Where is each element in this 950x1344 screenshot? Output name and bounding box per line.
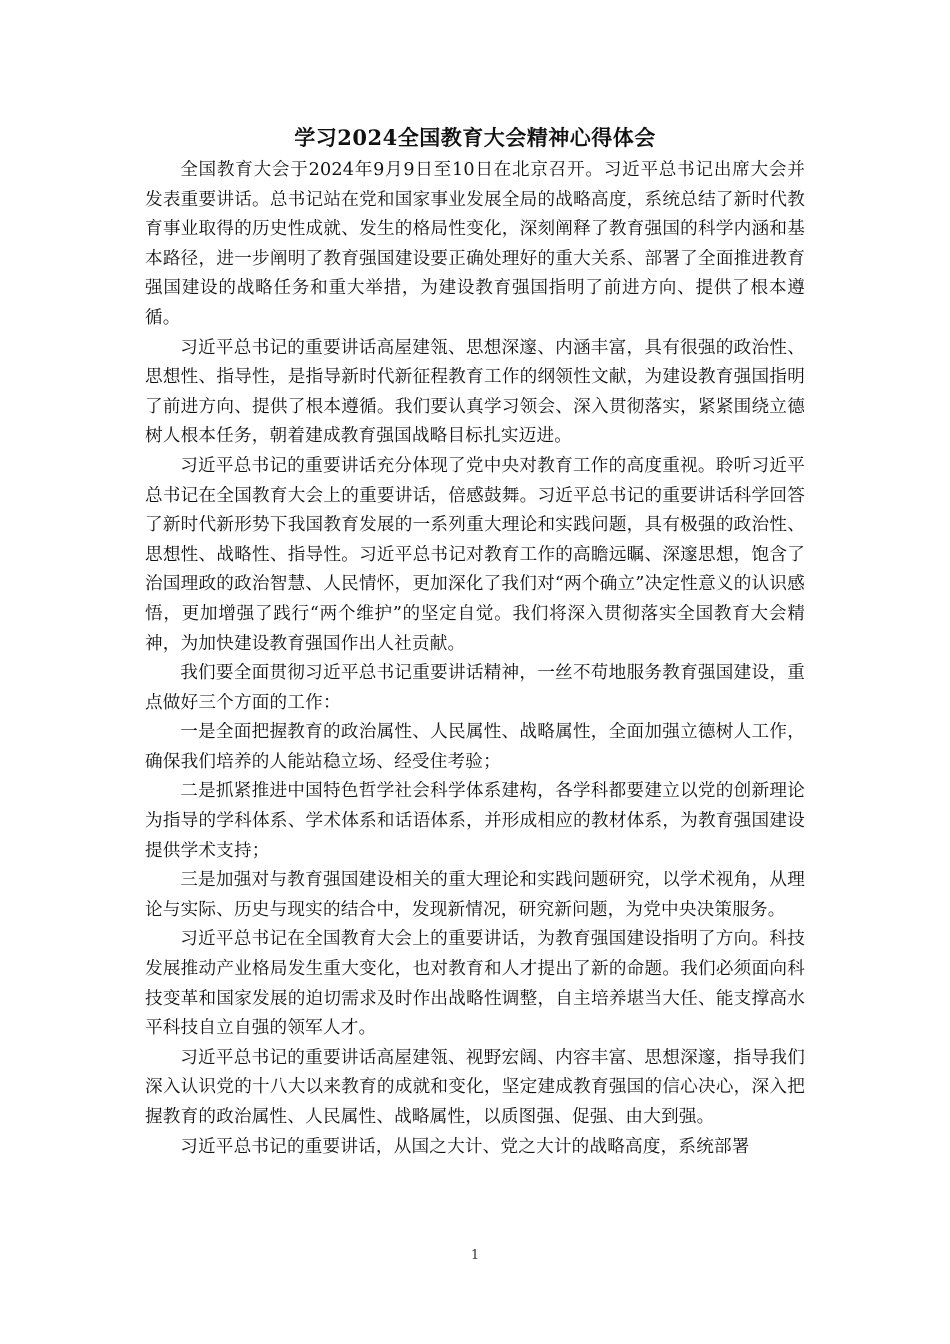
page-number: 1	[470, 1248, 480, 1263]
paragraph: 习近平总书记的重要讲话充分体现了党中央对教育工作的高度重视。聆听习近平总书记在全国教育大会上的重要讲话，倍感鼓舞。习近平总书记的重要讲话科学回答了新时代新形势下我国教育发展的一系列重大理论和实践问题，具有极强的政治性、思想性、战略性、指导性。习近平总书记对教育工作的高瞻远瞩、深邃思想，饱含了治国理政的政治智慧、人民情怀，更加深化了我们对“两个确立”决定性意义的认识感悟，更加增强了践行“两个维护”的坚定自觉。我们将深入贯彻落实全国教育大会精神，为加快建设教育强国作出人社贡献。	[145, 455, 805, 654]
paragraph: 我们要全面贯彻习近平总书记重要讲话精神，一丝不苟地服务教育强国建设，重点做好三个方面的工作：	[145, 663, 805, 713]
paragraph: 二是抓紧推进中国特色哲学社会科学体系建构，各学科都要建立以党的创新理论为指导的学科体系、学术体系和话语体系，并形成相应的教材体系，为教育强国建设提供学术支持；	[145, 781, 805, 861]
paragraph: 一是全面把握教育的政治属性、人民属性、战略属性，全面加强立德树人工作，确保我们培养的人能站稳立场、经受住考验；	[145, 722, 805, 772]
paragraph: 习近平总书记的重要讲话高屋建瓴、视野宏阔、内容丰富、思想深邃，指导我们深入认识党的十八大以来教育的成就和变化，坚定建成教育强国的信心决心，深入把握教育的政治属性、人民属性、战略属性，以质图强、促强、由大到强。	[145, 1047, 805, 1127]
paragraph: 三是加强对与教育强国建设相关的重大理论和实践问题研究，以学术视角，从理论与实际、历史与现实的结合中，发现新情况，研究新问题，为党中央决策服务。	[145, 870, 805, 920]
paragraph: 全国教育大会于2024年9月9日至10日在北京召开。习近平总书记出席大会并发表重要讲话。总书记站在党和国家事业发展全局的战略高度，系统总结了新时代教育事业取得的历史性成就、发生的格局性变化，深刻阐释了教育强国的科学内涵和基本路径，进一步阐明了教育强国建设要正确处理好的重大关系、部署了全面推进教育强国建设的战略任务和重大举措，为建设教育强国指明了前进方向、提供了根本遵循。	[145, 160, 805, 328]
paragraph: 习近平总书记在全国教育大会上的重要讲话，为教育强国建设指明了方向。科技发展推动产业格局发生重大变化，也对教育和人才提出了新的命题。我们必须面向科技变革和国家发展的迫切需求及时作出战略性调整，自主培养堪当大任、能支撑高水平科技自立自强的领军人才。	[145, 929, 805, 1039]
paragraph: 习近平总书记的重要讲话，从国之大计、党之大计的战略高度，系统部署	[180, 1136, 750, 1157]
document-title: 学习2024全国教育大会精神心得体会	[294, 125, 656, 150]
paragraph: 习近平总书记的重要讲话高屋建瓴、思想深邃、内涵丰富，具有很强的政治性、思想性、指导性，是指导新时代新征程教育工作的纲领性文献，为建设教育强国指明了前进方向、提供了根本遵循。我们要认真学习领会、深入贯彻落实，紧紧围绕立德树人根本任务，朝着建成教育强国战略目标扎实迈进。	[145, 337, 805, 447]
document-body	[145, 156, 805, 1162]
